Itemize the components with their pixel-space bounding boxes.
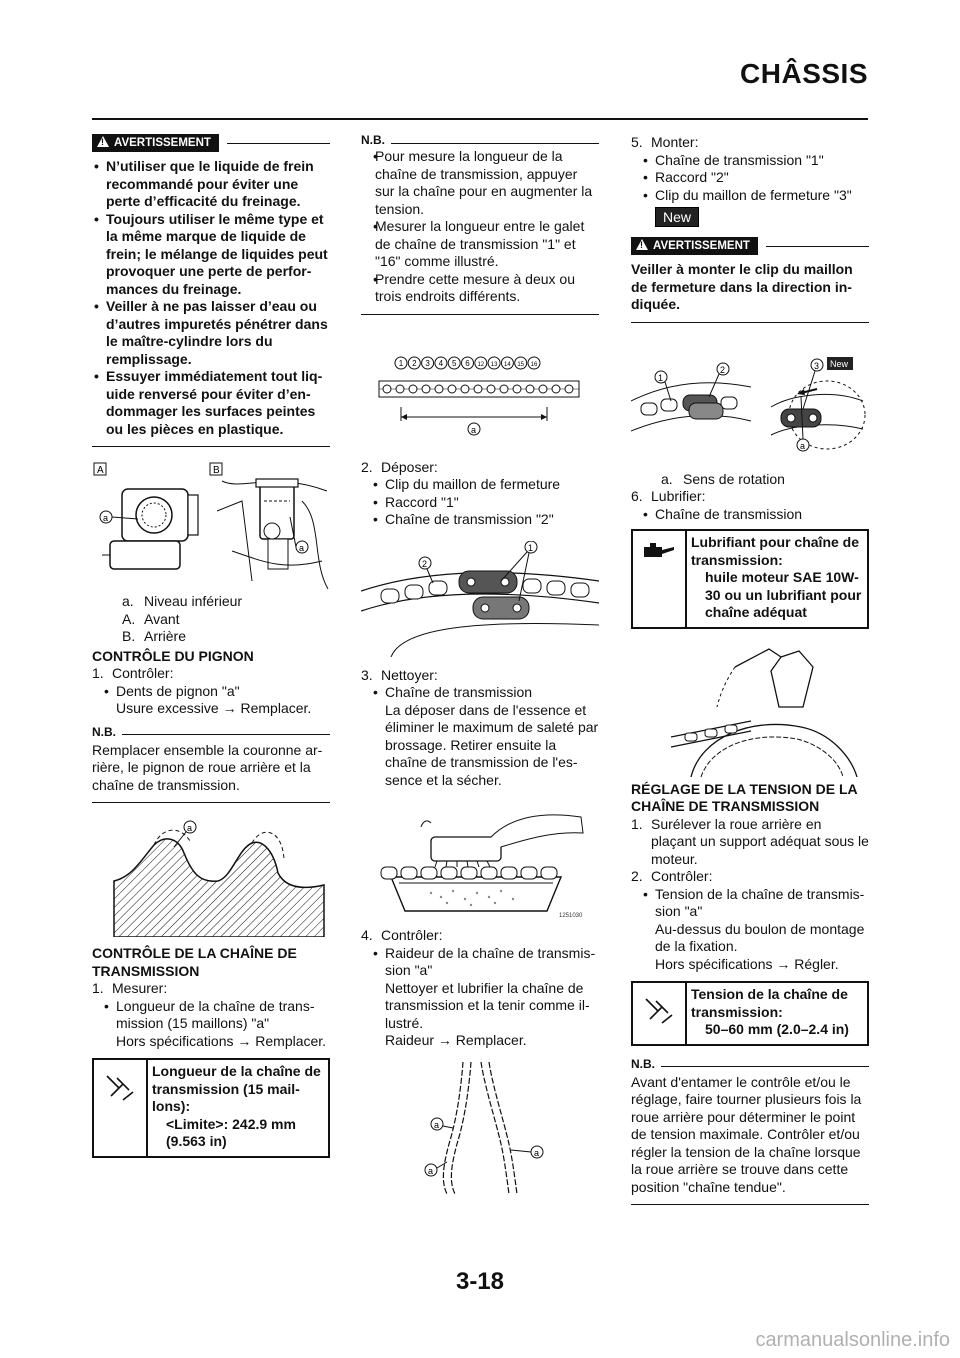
note-block <box>92 726 330 804</box>
legend-key: a. <box>122 593 134 609</box>
callout-1: 1 <box>658 372 664 383</box>
chain-number-callout <box>395 357 407 369</box>
step <box>631 816 869 869</box>
step <box>92 980 330 998</box>
header-rule <box>92 118 868 120</box>
divider <box>631 1204 869 1205</box>
note-label: N.B. <box>361 133 385 148</box>
note-block <box>631 1058 869 1206</box>
column-1 <box>92 134 330 1158</box>
callout-2: 2 <box>422 558 428 569</box>
warning-item: • N’utiliser que le liquide de frein recommandé pour éviter une perte d’efficacité du freinage. <box>92 158 330 211</box>
master-link-illustration <box>361 541 599 657</box>
spec-box <box>631 981 869 1046</box>
chain-length-figure <box>361 345 599 453</box>
chain-cleaning-figure <box>361 807 599 919</box>
new-badge: New <box>655 207 699 227</box>
step-number: 4. <box>361 927 373 943</box>
svg-text:13: 13 <box>490 361 498 368</box>
step-detail: Au-dessus du boulon de montage de la fixation. <box>655 920 865 954</box>
step-bullet: • Chaîne de transmission <box>631 506 869 524</box>
section-title: CONTRÔLE DE LA CHAÎNE DE TRANSMISSION <box>92 945 297 979</box>
warning-header <box>92 134 330 152</box>
wrench-spec-icon <box>633 983 687 1044</box>
divider <box>361 314 599 315</box>
warning-list <box>92 158 330 438</box>
step-number: 1. <box>92 980 104 996</box>
step-detail: Raideur → Remplacer. <box>385 1032 527 1048</box>
warning-item: • Essuyer immédiatement tout liq-uide renversé pour éviter d’en-dommager les surfaces peintes ou les pièces en plastique. <box>92 368 330 438</box>
callout-a: a <box>299 543 305 553</box>
warning-block <box>631 237 869 323</box>
legend-key: a. <box>661 470 673 487</box>
sprocket-figure <box>92 819 330 937</box>
callout-a: a <box>534 1147 540 1158</box>
chain-roller <box>461 385 469 393</box>
svg-text:4: 4 <box>438 358 444 368</box>
step-text: Lubrifier: <box>651 488 706 504</box>
legend-text: Niveau inférieur <box>144 593 243 609</box>
callout-a: a <box>428 1165 434 1176</box>
legend-item <box>92 593 330 611</box>
callout-a: a <box>103 513 109 523</box>
figure-tag-b: B <box>213 465 220 476</box>
brake-reservoir-illustration <box>92 461 330 593</box>
warning-triangle-icon <box>97 136 109 147</box>
legend-text: Arrière <box>144 628 187 644</box>
brake-reservoir-figure <box>92 461 330 593</box>
page-number: 3-18 <box>455 1268 505 1295</box>
step-text: Contrôler: <box>381 927 443 943</box>
divider <box>391 143 599 144</box>
sprocket-teeth-illustration <box>92 819 330 937</box>
step <box>631 868 869 886</box>
section-title: CONTRÔLE DU PIGNON <box>92 647 254 664</box>
step-bullet: • Raccord "1" <box>361 494 599 512</box>
chain-number-callout <box>448 357 460 369</box>
step-number: 1. <box>92 665 104 681</box>
spec-value: <Limite>: 242.9 mm (9.563 in) <box>166 1115 296 1149</box>
chain-number-callout <box>462 357 474 369</box>
step <box>92 665 330 683</box>
warning-header <box>631 237 869 255</box>
callout-a: a <box>434 1119 440 1130</box>
step-detail: Usure excessive → Remplacer. <box>116 700 312 716</box>
spec-content <box>687 531 867 627</box>
divider <box>122 734 330 735</box>
page-title: CHÂSSIS <box>740 58 868 89</box>
spec-value: huile moteur SAE 10W-30 ou un lubrifiant pour chaîne adéquat <box>705 569 862 620</box>
note-block <box>361 134 599 315</box>
step-number: 2. <box>361 458 373 475</box>
chain-number-callout <box>408 357 420 369</box>
step-text: Mesurer: <box>112 980 168 996</box>
step-bullet: • Chaîne de transmission "1" <box>631 152 869 170</box>
step-number: 5. <box>631 134 643 150</box>
chain-number-callout <box>528 357 540 369</box>
svg-text:15: 15 <box>517 361 525 368</box>
warning-badge <box>631 237 758 255</box>
oil-can-icon <box>633 531 687 627</box>
chain-roller <box>500 385 508 393</box>
spec-title: Tension de la chaîne de transmission: <box>691 986 848 1020</box>
note-text: Remplacer ensemble la couronne ar-rière, le pignon de roue arrière et la chaîne de transmission. <box>92 741 323 793</box>
step-bullet: • Raideur de la chaîne de transmis-sion "a" <box>361 945 599 980</box>
step-bullet: • Chaîne de transmission "2" <box>361 511 599 529</box>
chain-roller <box>435 385 443 393</box>
legend-item <box>92 611 330 629</box>
callout-a: a <box>187 823 193 833</box>
note-header <box>631 1058 869 1072</box>
step <box>361 459 599 477</box>
callout-1: 1 <box>528 542 534 553</box>
step-number: 6. <box>631 488 643 504</box>
spec-title: Longueur de la chaîne de transmission (15 mail-lons): <box>152 1063 321 1114</box>
step-text: Contrôler: <box>112 665 174 681</box>
chain-roller <box>422 385 430 393</box>
chain-number-callout <box>501 357 513 369</box>
divider <box>631 322 869 323</box>
step <box>361 927 599 945</box>
legend-item <box>92 628 330 646</box>
step-text: Monter: <box>651 134 699 150</box>
spec-title: Lubrifiant pour chaîne de transmission: <box>691 534 860 568</box>
warning-item: • Veiller à ne pas laisser d’eau ou d’autres impuretés pénétrer dans le maître-cylindre lors du remplissage. <box>92 298 330 368</box>
watermark: carmanualsonline.info <box>755 1329 950 1351</box>
step-number: 2. <box>631 868 643 884</box>
warning-text: Veiller à monter le clip du maillon de fermeture dans la direction in-diquée. <box>631 261 853 312</box>
warning-label: AVERTISSEMENT <box>653 240 750 252</box>
warning-item: • Toujours utiliser le même type et la même marque de liquide de frein; le mélange de liquides peut provoquer une perte de perfor-mances du freinage. <box>92 211 330 299</box>
lubrication-illustration <box>631 647 869 777</box>
callout-2: 2 <box>720 364 726 375</box>
chain-roller <box>396 385 404 393</box>
note-header <box>92 726 330 740</box>
chain-roller <box>552 385 560 393</box>
column-2 <box>361 134 599 1198</box>
step-bullet: • Raccord "2" <box>631 169 869 187</box>
warning-triangle-icon <box>636 239 648 250</box>
note-label: N.B. <box>631 1056 655 1071</box>
note-text: Avant d'entamer le contrôle et/ou le réglage, faire tourner plusieurs fois la roue arrière pour déterminer le point de tension maximale. Contrôler et/ou régler la tension de la chaîne lorsque la roue arrière se trouve dans cette position "chaîne tendue". <box>631 1073 862 1195</box>
step-text: Contrôler: <box>651 868 713 884</box>
legend-text: Avant <box>144 610 180 627</box>
step <box>631 488 869 506</box>
wrench-spec-icon <box>94 1060 148 1156</box>
svg-text:1: 1 <box>398 358 404 368</box>
callout-3: 3 <box>814 360 820 371</box>
step-text: Nettoyer: <box>381 666 438 683</box>
divider <box>766 246 869 247</box>
chain-roller <box>448 385 456 393</box>
divider <box>227 143 330 144</box>
figure-legend <box>92 593 330 646</box>
legend-text: Sens de rotation <box>683 470 785 487</box>
note-bullet: • Pour mesure la longueur de la chaîne de transmission, appuyer sur la chaîne pour en augmenter la tension. <box>361 148 599 218</box>
svg-text:5: 5 <box>451 358 457 368</box>
chain-roller <box>409 385 417 393</box>
callout-a: a <box>471 424 477 435</box>
step-detail: La déposer dans de l'essence et éliminer le maximum de saleté par brossage. Retirer ensuite la chaîne de transmission de l'es-sence et la sécher. <box>385 701 599 788</box>
step-number: 1. <box>631 815 643 832</box>
step-detail: Hors spécifications → Régler. <box>655 955 839 972</box>
step-bullet: • Clip du maillon de fermeture "3" <box>631 187 869 205</box>
divider <box>92 802 330 803</box>
chain-roller <box>383 385 391 393</box>
step-detail: Hors spécifications → Remplacer. <box>116 1032 327 1049</box>
legend-key: A. <box>122 610 136 627</box>
step <box>631 134 869 152</box>
spec-box <box>92 1058 330 1158</box>
chain-number-callout <box>435 357 447 369</box>
master-link-figure <box>361 541 599 657</box>
chain-number-callout <box>422 357 434 369</box>
column-3 <box>631 134 869 1205</box>
chain-stiffness-figure <box>361 1058 599 1198</box>
clip-direction-figure <box>631 351 869 463</box>
chain-number-callout <box>475 357 487 369</box>
chain-number-callout <box>488 357 500 369</box>
step-bullet: • Chaîne de transmission <box>361 684 599 702</box>
chain-length-illustration <box>361 345 599 453</box>
svg-text:12: 12 <box>477 361 485 368</box>
note-header <box>361 134 599 148</box>
callout-a: a <box>800 440 806 451</box>
clip-direction-illustration <box>631 351 869 463</box>
new-tag: New <box>830 358 849 369</box>
step <box>361 667 599 685</box>
note-bullet: • Prendre cette mesure à deux ou trois endroits différents. <box>361 271 599 306</box>
step-bullet: • Dents de pignon "a" <box>92 683 330 701</box>
figure-tag-a: A <box>97 465 104 476</box>
svg-text:3: 3 <box>425 358 430 368</box>
svg-text:2: 2 <box>412 358 417 368</box>
divider <box>92 446 330 447</box>
warning-badge <box>92 134 219 152</box>
step-text: Déposer: <box>381 458 438 475</box>
chain-roller <box>539 385 547 393</box>
svg-text:16: 16 <box>530 361 538 368</box>
legend-key: B. <box>122 628 136 644</box>
chain-roller <box>487 385 495 393</box>
note-label: N.B. <box>92 724 116 739</box>
spec-box <box>631 529 869 629</box>
chain-number-callout <box>515 357 527 369</box>
step-text: Surélever la roue arrière en plaçant un support adéquat sous le moteur. <box>651 815 869 867</box>
warning-label: AVERTISSEMENT <box>114 137 211 149</box>
step-number: 3. <box>361 666 373 683</box>
step-detail: Nettoyer et lubrifier la chaîne de transmission et la tenir comme il-lustré. <box>385 979 590 1031</box>
chain-roller <box>565 385 573 393</box>
step-bullet: • Tension de la chaîne de transmis-sion "a" <box>631 886 869 921</box>
figure-code: 1251030 <box>559 913 583 919</box>
note-bullet: • Mesurer la longueur entre le galet de chaîne de transmission "1" et "16" comme illustré. <box>361 218 599 271</box>
chain-cleaning-illustration <box>361 807 599 919</box>
chain-roller <box>474 385 482 393</box>
divider <box>661 1066 869 1067</box>
chain-roller <box>513 385 521 393</box>
svg-text:14: 14 <box>504 361 511 368</box>
legend-item <box>631 471 869 489</box>
spec-content <box>148 1060 328 1156</box>
spec-content <box>687 983 867 1044</box>
spec-value: 50–60 mm (2.0–2.4 in) <box>705 1021 849 1037</box>
lubrication-figure <box>631 647 869 777</box>
chain-stiffness-illustration <box>361 1058 599 1198</box>
section-title: RÉGLAGE DE LA TENSION DE LA CHAÎNE DE TRANSMISSION <box>631 780 858 814</box>
chain-roller <box>526 385 534 393</box>
step-bullet: • Clip du maillon de fermeture <box>361 476 599 494</box>
step-bullet: • Longueur de la chaîne de trans-mission (15 maillons) "a" <box>92 998 330 1033</box>
svg-text:6: 6 <box>465 358 470 368</box>
